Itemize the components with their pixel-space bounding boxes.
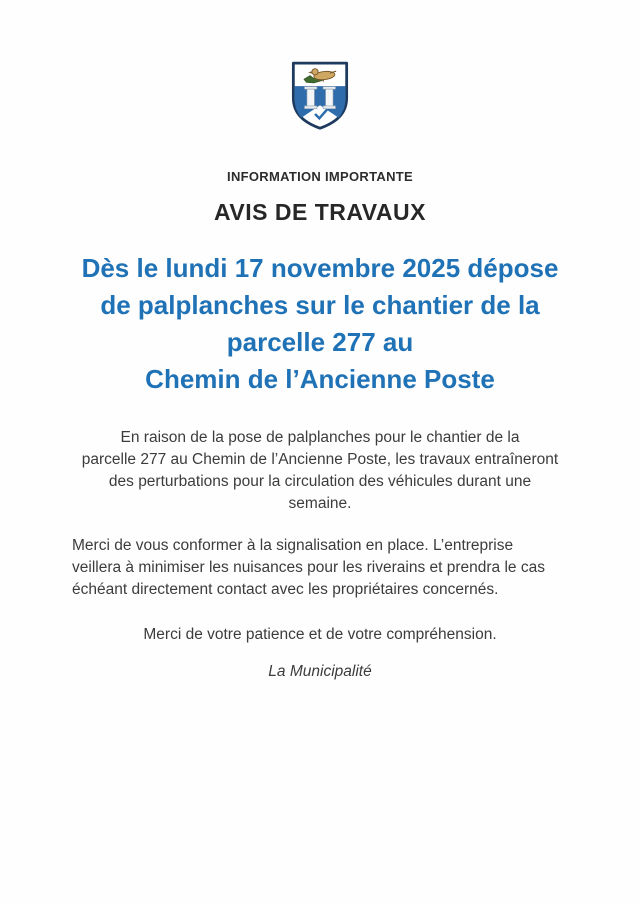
coat-of-arms-icon: [289, 60, 351, 132]
body-paragraph-1: [0, 427, 640, 515]
headline-line: Dès le lundi 17 novembre 2025 dépose: [81, 253, 559, 283]
paragraph-line: semaine.: [288, 495, 352, 512]
signature-text: La Municipalité: [268, 663, 372, 680]
paragraph-line: des perturbations pour la circulation des véhicules durant une: [108, 473, 532, 490]
kicker-text: INFORMATION IMPORTANTE: [227, 169, 413, 184]
paragraph-line: Merci de vous conformer à la signalisation en place. L’entreprise: [72, 537, 514, 554]
paragraph-line: En raison de la pose de palplanches pour le chantier de la: [120, 429, 520, 446]
paragraph-line: veillera à minimiser les nuisances pour les riverains et prendra le cas: [72, 559, 545, 576]
thanks-text: Merci de votre patience et de votre compréhension.: [143, 626, 497, 643]
paragraph-line: échéant directement contact avec les propriétaires concernés.: [72, 581, 499, 598]
headline-line: Chemin de l’Ancienne Poste: [145, 364, 495, 394]
headline-line: de palplanches sur le chantier de la: [100, 290, 540, 320]
page-title: AVIS DE TRAVAUX: [214, 199, 426, 225]
paragraph-line: parcelle 277 au Chemin de l’Ancienne Poste, les travaux entraîneront: [81, 451, 559, 468]
headline-line: parcelle 277 au: [226, 327, 414, 357]
headline: [0, 250, 640, 398]
body-paragraph-2: [72, 535, 580, 601]
